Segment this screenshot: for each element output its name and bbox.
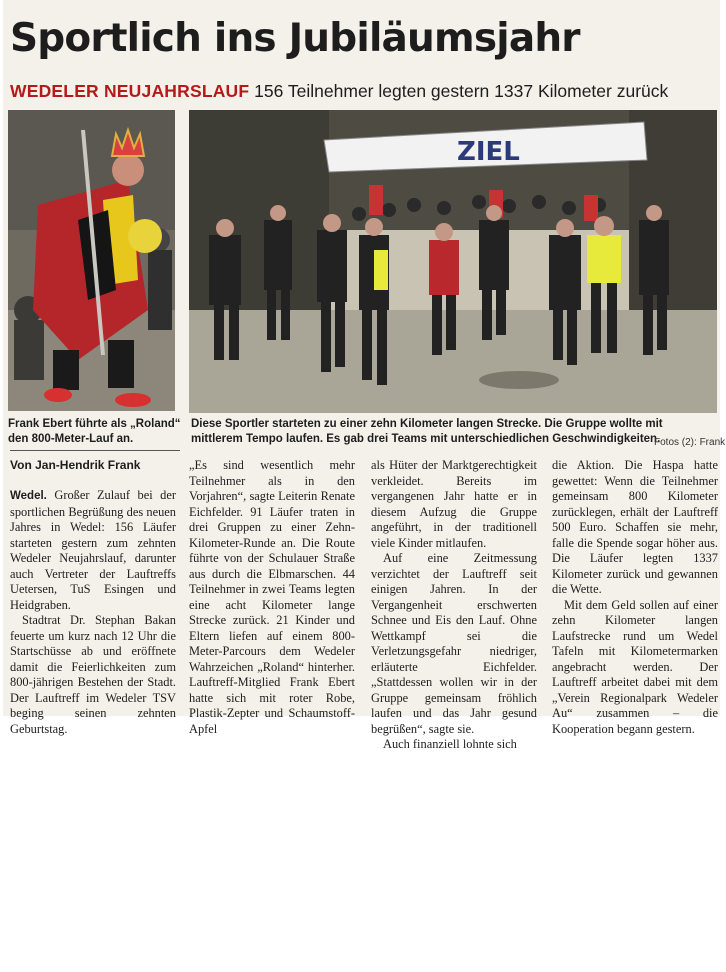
article-column-2: [189, 458, 355, 737]
paragraph: Auf eine Zeitmessung verzichtet der Lauftreff seit einigen Jahren. In der Vergangenheit erschwerten Schnee und Eis den Lauf. Ohne Wettkampf sei die Verletzungsgefahr niedriger, erläuterte Eichfelder. „Stattdessen wollen wir in der Gruppe gemeinsam fröhlich laufen und das Jahr gesund begrüßen“, sagte sie.: [371, 551, 537, 736]
paragraph: die Aktion. Die Haspa hatte gewettet: Wenn die Teilnehmer gemeinsam 800 Kilometer zurücklegen, erhält der Lauftreff 500 Euro. Schaffen sie mehr, falle die Spende sogar höher aus. Die Läufer legten 1337 Kilometer zurück und gewannen die Wette.: [552, 458, 718, 596]
photo-roland-illustration: [8, 110, 175, 411]
dateline: Wedel.: [10, 490, 47, 502]
article-column-3: [371, 458, 537, 753]
photo-runners: [189, 110, 717, 413]
article-column-1: [10, 488, 176, 737]
byline: Von Jan-Hendrik Frank: [10, 458, 141, 472]
kicker: WEDELER NEUJAHRSLAUF: [10, 81, 250, 101]
paragraph: [10, 488, 176, 613]
paragraph: „Es sind wesentlich mehr Teilnehmer als in den Vorjahren“, sagte Leiterin Renate Eichfelder. 91 Läufer traten in drei Gruppen zu einer Zehn-Kilometer-Runde an. Die Route führte von der Schulauer Straße aus durch die Elbmarschen. 44 Teilnehmer in zwei Teams legten eine acht Kilometer lange Strecke zurück. 21 Kinder und Eltern liefen auf einem 800-Meter-Parcours dem Wedeler Wahrzeichen „Roland“ hinterher. Lauftreff-Mitglied Frank Ebert hatte sich mit roter Robe, Plastik-Zepter und Schaumstoff-Apfel: [189, 458, 355, 736]
photo-credit: Fotos (2): Frank: [654, 437, 726, 448]
headline: Sportlich ins Jubiläumsjahr: [10, 16, 580, 61]
photo-runners-illustration: [189, 110, 717, 413]
paragraph: Stadtrat Dr. Stephan Bakan feuerte um kurz nach 12 Uhr die Startschüsse ab und eröffnete damit die Feierlichkeiten zum 800-jährigen Bestehen der Stadt. Der Lauftreff im Wedeler TSV beging seinen zehnten Geburtstag.: [10, 613, 176, 736]
subheadline: 156 Teilnehmer legten gestern 1337 Kilometer zurück: [254, 81, 669, 101]
caption-roland: Frank Ebert führte als „Roland“ den 800-Meter-Lauf an.: [8, 418, 181, 445]
paragraph-text: Großer Zulauf bei der sportlichen Begrüßung des neuen Jahres in Wedel: 156 Läufer starteten gestern zum zehnten Wedeler Neujahrslauf, darunter auch Vertreter der Lauftreffs Uetersen, TuS Esingen und Heidgraben.: [10, 488, 176, 612]
paragraph: als Hüter der Marktgerechtigkeit verkleidet. Bereits im vergangenen Jahr hatte er in diesem Aufzug die Gruppe angeführt, in der traditionell viele Kinder mitlaufen.: [371, 458, 537, 550]
newspaper-clipping: [3, 0, 726, 751]
photo-roland: [8, 110, 175, 411]
byline-rule: [10, 450, 180, 451]
paragraph: Auch finanziell lohnte sich: [383, 737, 517, 751]
article-column-4: [552, 458, 718, 737]
subheadline-row: [10, 80, 668, 102]
caption-runners: Diese Sportler starteten zu einer zehn Kilometer langen Strecke. Die Gruppe wollte mit mittlerem Tempo laufen. Es gab drei Teams mit unterschiedlichen Geschwindigkeiten.: [191, 418, 663, 445]
paragraph: Mit dem Geld sollen auf einer zehn Kilometer langen Laufstrecke rund um Wedel Tafeln mit Kilometermarken angebracht werden. Der Lauftreff arbeitet dabei mit dem „Verein Regionalpark Wedeler Au“ zusammen – die Kooperation begann gestern.: [552, 597, 718, 736]
ziel-banner-text: ZIEL: [457, 137, 520, 167]
